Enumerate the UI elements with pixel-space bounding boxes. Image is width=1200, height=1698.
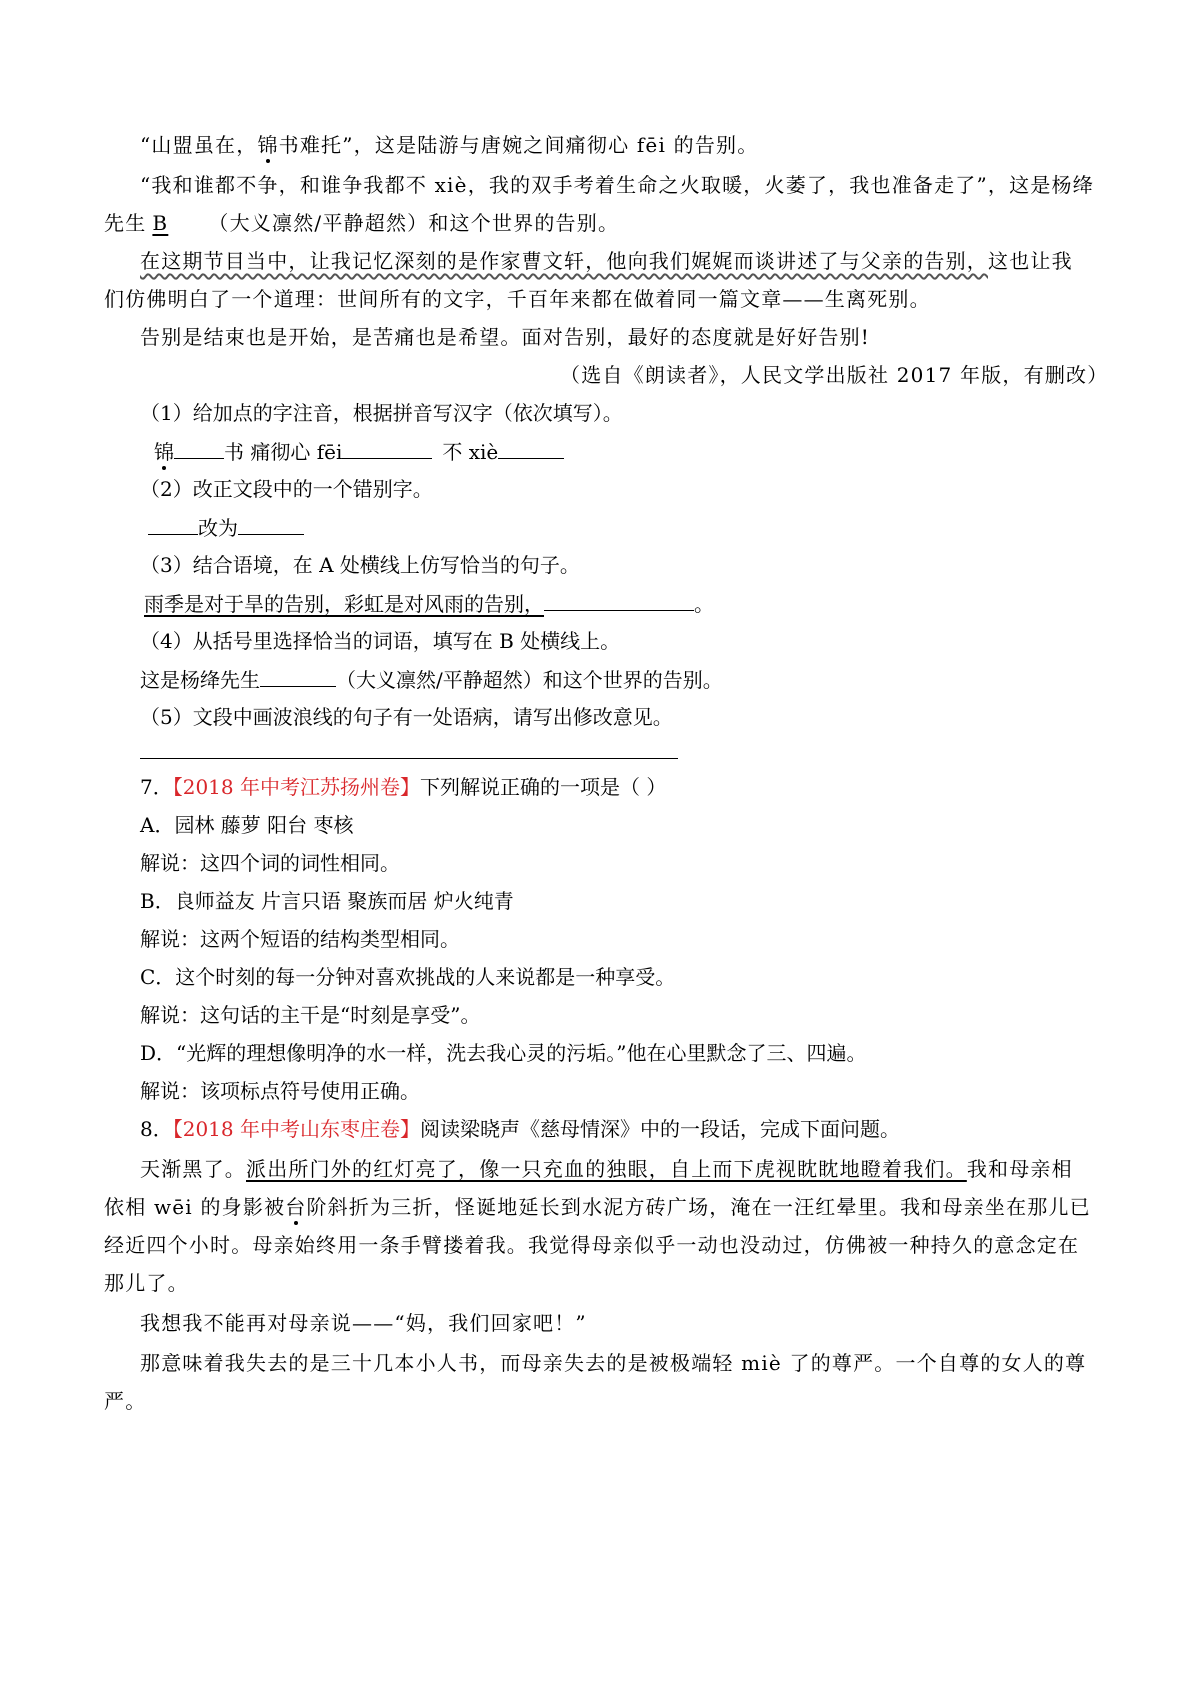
excerpt-line-2: 依相 wēi 的身影被台阶斜折为三折，怪诞地延长到水泥方砖广场，淹在一汪红晕里。我和母亲坐在那儿已 xyxy=(104,1195,1091,1219)
option-b: B．良师益友 片言只语 聚族而居 炉火纯青 xyxy=(140,889,514,913)
answer-blank[interactable] xyxy=(544,590,694,611)
question-4-answer: 这是杨绛先生 （大义凛然/平静超然）和这个世界的告别。 xyxy=(140,668,723,692)
passage-line-1: “山盟虽在，锦书难托”，这是陆游与唐婉之间痛彻心 fēi 的告别。 xyxy=(140,133,759,157)
option-b-explanation: 解说：这两个短语的结构类型相同。 xyxy=(140,927,460,951)
source-tag: 【2018 年中考山东枣庄卷】 xyxy=(172,1117,420,1141)
question-4: （4）从括号里选择恰当的词语，填写在 B 处横线上。 xyxy=(140,629,621,653)
passage-line-5: 们仿佛明白了一个道理：世间所有的文字，千百年来都在做着同一篇文章——生离死别。 xyxy=(104,287,931,311)
answer-blank[interactable] xyxy=(260,666,336,687)
option-a: A．园林 藤萝 阳台 枣核 xyxy=(140,813,354,837)
passage-line-4: 在这期节目当中，让我记忆深刻的是作家曹文轩，他向我们娓娓而谈讲述了与父亲的告别，这也让我 xyxy=(140,249,1073,273)
dotted-char: 锦 xyxy=(154,440,174,464)
source-tag: 【2018 年中考江苏扬州卷】 xyxy=(172,775,420,799)
excerpt-line-3: 经近四个小时。母亲始终用一条手臂搂着我。我觉得母亲似乎一动也没动过，仿佛被一种持久的意念定在 xyxy=(104,1233,1080,1257)
item-8-stem: 8．【2018 年中考山东枣庄卷】阅读梁晓声《慈母情深》中的一段话，完成下面问题。 xyxy=(140,1117,900,1141)
answer-blank[interactable] xyxy=(342,438,432,459)
wavy-sentence: 在这期节目当中，让我记忆深刻的是作家曹文轩，他向我们娓娓而谈讲述了与父亲的告别， xyxy=(140,249,988,273)
question-1-answer: 锦 书 痛彻心 fēi 不 xiè xyxy=(154,438,564,465)
passage-line-3: 先生 B （大义凛然/平静超然）和这个世界的告别。 xyxy=(104,211,620,235)
excerpt-line-6: 那意味着我失去的是三十几本小人书，而母亲失去的是被极端轻 miè 了的尊严。一个自尊的女人的尊 xyxy=(140,1351,1087,1375)
option-c-explanation: 解说：这句话的主干是“时刻是享受”。 xyxy=(140,1003,481,1027)
question-1: （1）给加点的字注音，根据拼音写汉字（依次填写）。 xyxy=(140,401,623,425)
excerpt-line-7: 严。 xyxy=(104,1389,147,1413)
option-c: C．这个时刻的每一分钟对喜欢挑战的人来说都是一种享受。 xyxy=(140,965,676,989)
question-2: （2）改正文段中的一个错别字。 xyxy=(140,477,433,501)
item-7-stem: 7．【2018 年中考江苏扬州卷】下列解说正确的一项是（ ） xyxy=(140,775,667,799)
question-3: （3）结合语境，在 A 处横线上仿写恰当的句子。 xyxy=(140,553,580,577)
question-2-answer: 改为 xyxy=(148,514,304,541)
passage-line-2: “我和谁都不争，和谁争我都不 xiè，我的双手考着生命之火取暖，火萎了，我也准备走了”，这是杨绛 xyxy=(140,173,1094,197)
excerpt-line-4: 那儿了。 xyxy=(104,1271,189,1295)
answer-line[interactable] xyxy=(140,758,678,759)
passage-source: （选自《朗读者》，人民文学出版社 2017 年版，有删改） xyxy=(560,363,1109,387)
dotted-char: 锦 xyxy=(257,133,279,157)
question-3-answer: 雨季是对于旱的告别，彩虹是对风雨的告别， 。 xyxy=(144,592,714,616)
option-a-explanation: 解说：这四个词的词性相同。 xyxy=(140,851,400,875)
option-d-explanation: 解说：该项标点符号使用正确。 xyxy=(140,1079,420,1103)
underlined-sentence: 派出所门外的红灯亮了，像一只充血的独眼，自上而下虎视眈眈地瞪着我们。 xyxy=(246,1157,967,1181)
dotted-char: 台 xyxy=(285,1195,307,1219)
question-5: （5）文段中画波浪线的句子有一处语病，请写出修改意见。 xyxy=(140,705,673,729)
answer-blank[interactable] xyxy=(238,514,304,535)
excerpt-line-1: 天渐黑了。派出所门外的红灯亮了，像一只充血的独眼，自上而下虎视眈眈地瞪着我们。我和母亲相 xyxy=(140,1157,1073,1181)
answer-blank[interactable] xyxy=(148,514,198,535)
answer-blank[interactable] xyxy=(174,438,224,459)
passage-line-6: 告别是结束也是开始，是苦痛也是希望。面对告别，最好的态度就是好好告别! xyxy=(140,325,871,349)
answer-blank[interactable] xyxy=(498,438,564,459)
excerpt-line-5: 我想我不能再对母亲说——“妈，我们回家吧！” xyxy=(140,1311,587,1335)
blank-b: B xyxy=(152,211,169,235)
option-d: D．“光辉的理想像明净的水一样，洗去我心灵的污垢。”他在心里默念了三、四遍。 xyxy=(140,1041,867,1065)
